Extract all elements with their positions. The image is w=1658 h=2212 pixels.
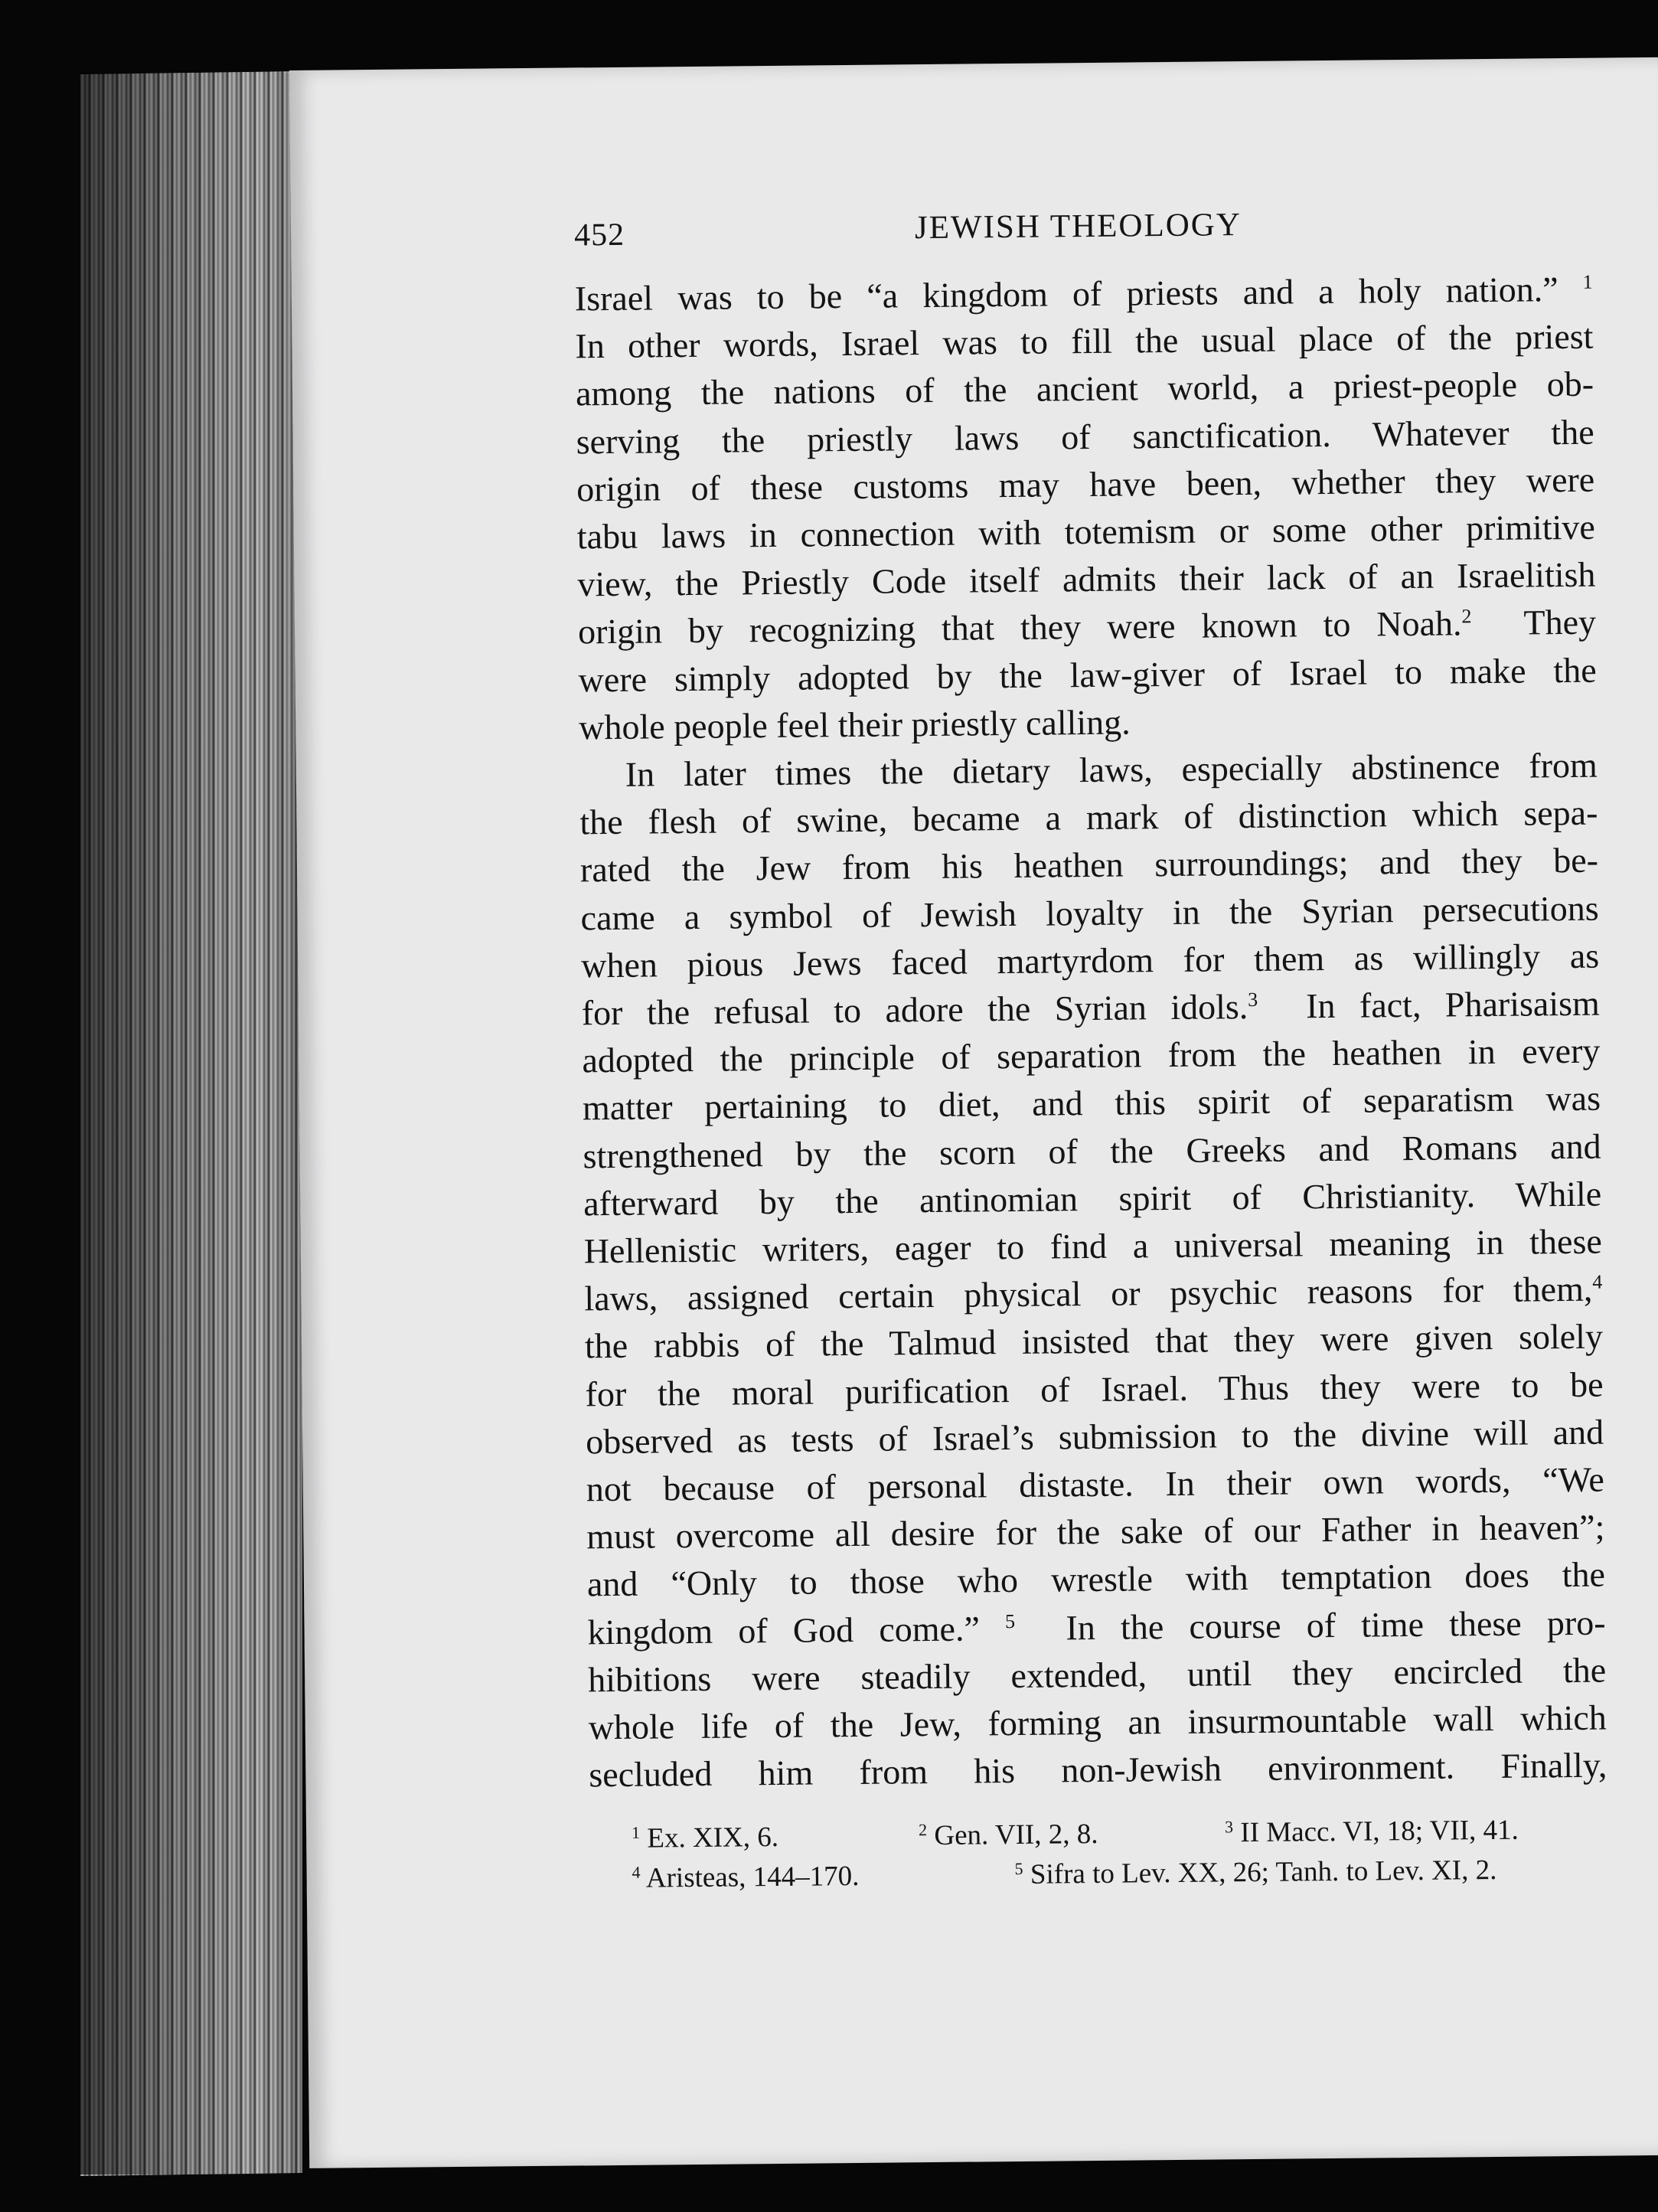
page-header (574, 200, 1593, 271)
text-line: must overcome all desire for the sake of our Father in heaven”; (586, 1507, 1605, 1557)
text-line: Hellenistic writers, eager to find a universal meaning in these (583, 1221, 1603, 1271)
text-line: among the nations of the ancient world, a priest-people ob- (575, 364, 1594, 413)
text-line: laws, assigned certain physical or psychic reasons for them,$^4$ (584, 1269, 1603, 1318)
text-line: came a symbol of Jewish loyalty in the Syrian persecutions (580, 888, 1599, 938)
text-line: not because of personal distaste. In their own words, “We (586, 1459, 1604, 1509)
text-line: In other words, Israel was to fill the usual place of the priest (575, 316, 1594, 366)
paragraph-1 (575, 266, 1598, 752)
text-line: whole life of the Jew, forming an insurmountable wall which (588, 1697, 1607, 1747)
text-line: hibitions were steadily extended, until they encircled the (587, 1650, 1607, 1700)
text-line: Israel was to be “a kingdom of priests and a holy nation.” $^1$ (574, 270, 1593, 319)
text-line: adopted the principle of separation from the heathen in every (582, 1031, 1601, 1080)
text-line: whole people feel their priestly calling. (579, 702, 1131, 747)
text-line: rated the Jew from his heathen surroundings; and they be- (579, 841, 1599, 890)
text-line: for the refusal to adore the Syrian idols.$^3$ In fact, Pharisaism (581, 983, 1601, 1033)
text-line: origin of these customs may have been, whether they were (576, 459, 1595, 509)
footnotes (589, 1809, 1608, 1899)
text-line: In later times the dietary laws, especially abstinence from (625, 745, 1598, 794)
text-line: for the moral purification of Israel. Thus they were to be (585, 1364, 1604, 1414)
text-line: matter pertaining to diet, and this spirit of separatism was (582, 1079, 1601, 1128)
text-line: secluded him from his non-Jewish environment. Finally, (589, 1745, 1607, 1795)
page-number: 452 (573, 217, 625, 253)
text-line: when pious Jews faced martyrdom for them as willingly as (580, 936, 1600, 985)
footnote-2: $^2$ Gen. VII, 2, 8. (918, 1818, 1098, 1851)
text-line: were simply adopted by the law-giver of Israel to make the (578, 650, 1597, 700)
footnote-ref: 1 (1582, 270, 1593, 293)
text-line: origin by recognizing that they were known to Noah.$^2$ They (577, 603, 1597, 652)
text-line: the flesh of swine, became a mark of distinction which sepa- (579, 792, 1598, 842)
page-content (574, 200, 1608, 1899)
book-edge-shadow (80, 73, 302, 2174)
text-line: afterward by the antinomian spirit of Christianity. While (583, 1174, 1602, 1224)
footnote-ref: 2 (1461, 605, 1472, 628)
footnote-4: $^4$ Aristeas, 144–170. (632, 1860, 860, 1894)
text-line: tabu laws in connection with totemism or some other primitive (576, 507, 1596, 557)
footnote-1: $^1$ Ex. XIX, 6. (631, 1821, 779, 1854)
text-line: the rabbis of the Talmud insisted that they were given solely (584, 1317, 1604, 1366)
paragraph-2 (579, 742, 1607, 1799)
text-line: and “Only to those who wrestle with temptation does the (586, 1555, 1606, 1604)
footnote-ref: 5 (1004, 1609, 1016, 1632)
footnote-ref: 4 (1592, 1270, 1603, 1293)
footnote-3: $^3$ II Macc. VI, 18; VII, 41. (1224, 1814, 1519, 1848)
book-page (289, 57, 1658, 2168)
text-line: strengthened by the scorn of the Greeks and Romans and (583, 1126, 1601, 1176)
text-line: serving the priestly laws of sanctification. Whatever the (576, 412, 1594, 462)
text-line: observed as tests of Israel’s submission to the divine will and (585, 1412, 1604, 1462)
running-head: JEWISH THEOLOGY (914, 207, 1242, 247)
footnote-5: $^5$ Sifra to Lev. XX, 26; Tanh. to Lev. XI, 2. (1014, 1854, 1497, 1890)
footnote-ref: 3 (1248, 988, 1258, 1011)
text-line: view, the Priestly Code itself admits their lack of an Israelitish (577, 554, 1596, 604)
text-line: kingdom of God come.” $^5$ In the course of time these pro- (587, 1603, 1606, 1652)
